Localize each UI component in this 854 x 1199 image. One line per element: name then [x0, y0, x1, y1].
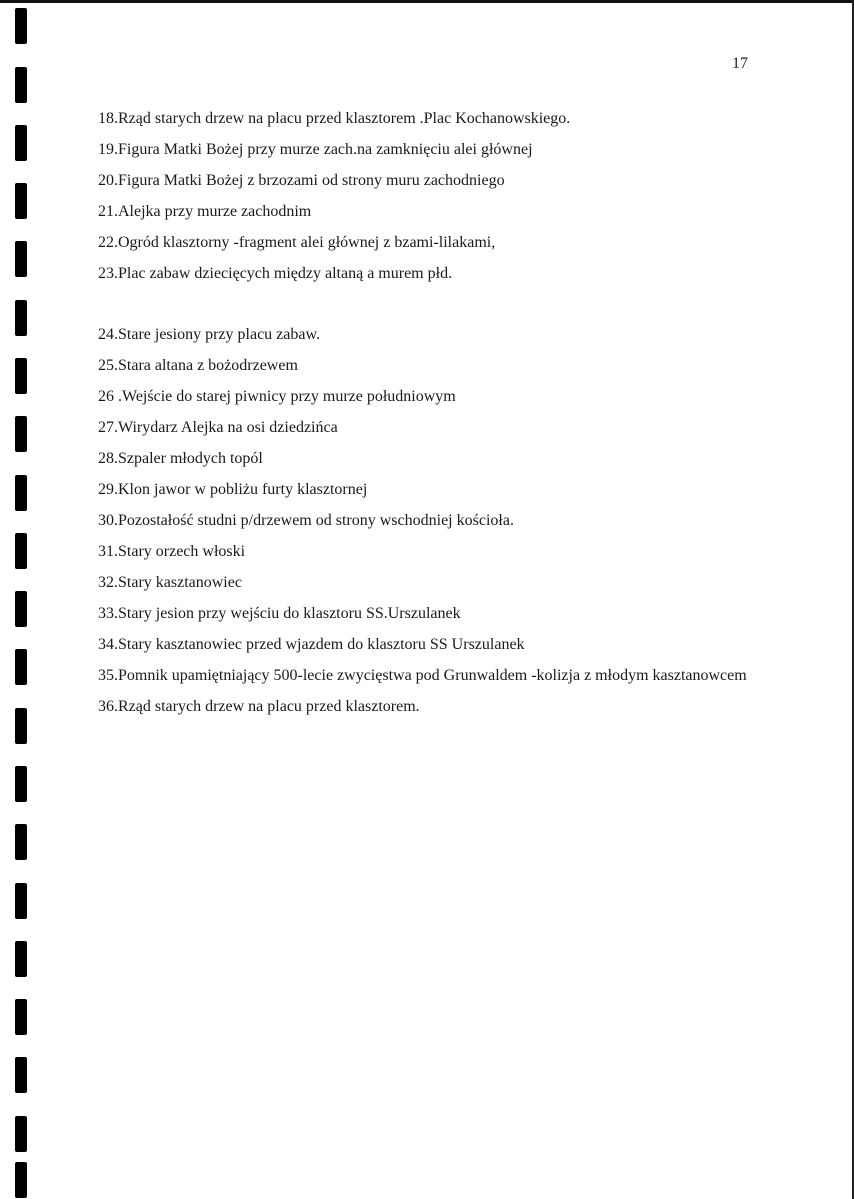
list-item: 29.Klon jawor w pobliżu furty klasztornej — [98, 481, 368, 498]
binding-holes — [0, 0, 40, 1199]
list-item: 35.Pomnik upamiętniający 500-lecie zwycięstwa pod Grunwaldem -kolizja z młodym kasztanowcem — [98, 667, 747, 684]
binding-hole — [15, 883, 27, 919]
list-item: 31.Stary orzech włoski — [98, 543, 246, 560]
binding-hole — [15, 533, 27, 569]
binding-hole — [15, 708, 27, 744]
binding-hole — [15, 475, 27, 511]
list-item: 36.Rząd starych drzew na placu przed klasztorem. — [98, 698, 420, 715]
binding-hole — [15, 67, 27, 103]
list-item: 27.Wirydarz Alejka na osi dziedzińca — [98, 419, 338, 436]
list-item: 33.Stary jesion przy wejściu do klasztoru SS.Urszulanek — [98, 605, 461, 622]
list-item: 24.Stare jesiony przy placu zabaw. — [98, 326, 320, 343]
list-item: 25.Stara altana z bożodrzewem — [98, 357, 298, 374]
binding-hole — [15, 300, 27, 336]
top-scan-edge — [0, 0, 854, 3]
binding-hole — [15, 1162, 27, 1198]
list-item: 26 .Wejście do starej piwnicy przy murze południowym — [98, 388, 456, 405]
binding-hole — [15, 591, 27, 627]
binding-hole — [15, 766, 27, 802]
numbered-list — [98, 103, 798, 722]
binding-hole — [15, 941, 27, 977]
list-item: 18.Rząd starych drzew na placu przed klasztorem .Plac Kochanowskiego. — [98, 110, 571, 127]
binding-hole — [15, 241, 27, 277]
binding-hole — [15, 358, 27, 394]
binding-hole — [15, 1116, 27, 1152]
list-item: 21.Alejka przy murze zachodnim — [98, 203, 312, 220]
binding-hole — [15, 125, 27, 161]
list-item: 20.Figura Matki Bożej z brzozami od strony muru zachodniego — [98, 172, 505, 189]
binding-hole — [15, 8, 27, 44]
list-item: 30.Pozostałość studni p/drzewem od strony wschodniej kościoła. — [98, 512, 514, 529]
binding-hole — [15, 1057, 27, 1093]
list-item: 34.Stary kasztanowiec przed wjazdem do klasztoru SS Urszulanek — [98, 636, 525, 653]
page-number: 17 — [732, 55, 748, 72]
binding-hole — [15, 999, 27, 1035]
binding-hole — [15, 183, 27, 219]
binding-hole — [15, 649, 27, 685]
list-item: 23.Plac zabaw dziecięcych między altaną a murem płd. — [98, 265, 453, 282]
binding-hole — [15, 416, 27, 452]
list-item: 28.Szpaler młodych topól — [98, 450, 263, 467]
list-item: 19.Figura Matki Bożej przy murze zach.na zamknięciu alei głównej — [98, 141, 533, 158]
binding-hole — [15, 824, 27, 860]
list-item: 22.Ogród klasztorny -fragment alei głównej z bzami-lilakami, — [98, 234, 496, 251]
list-item: 32.Stary kasztanowiec — [98, 574, 242, 591]
